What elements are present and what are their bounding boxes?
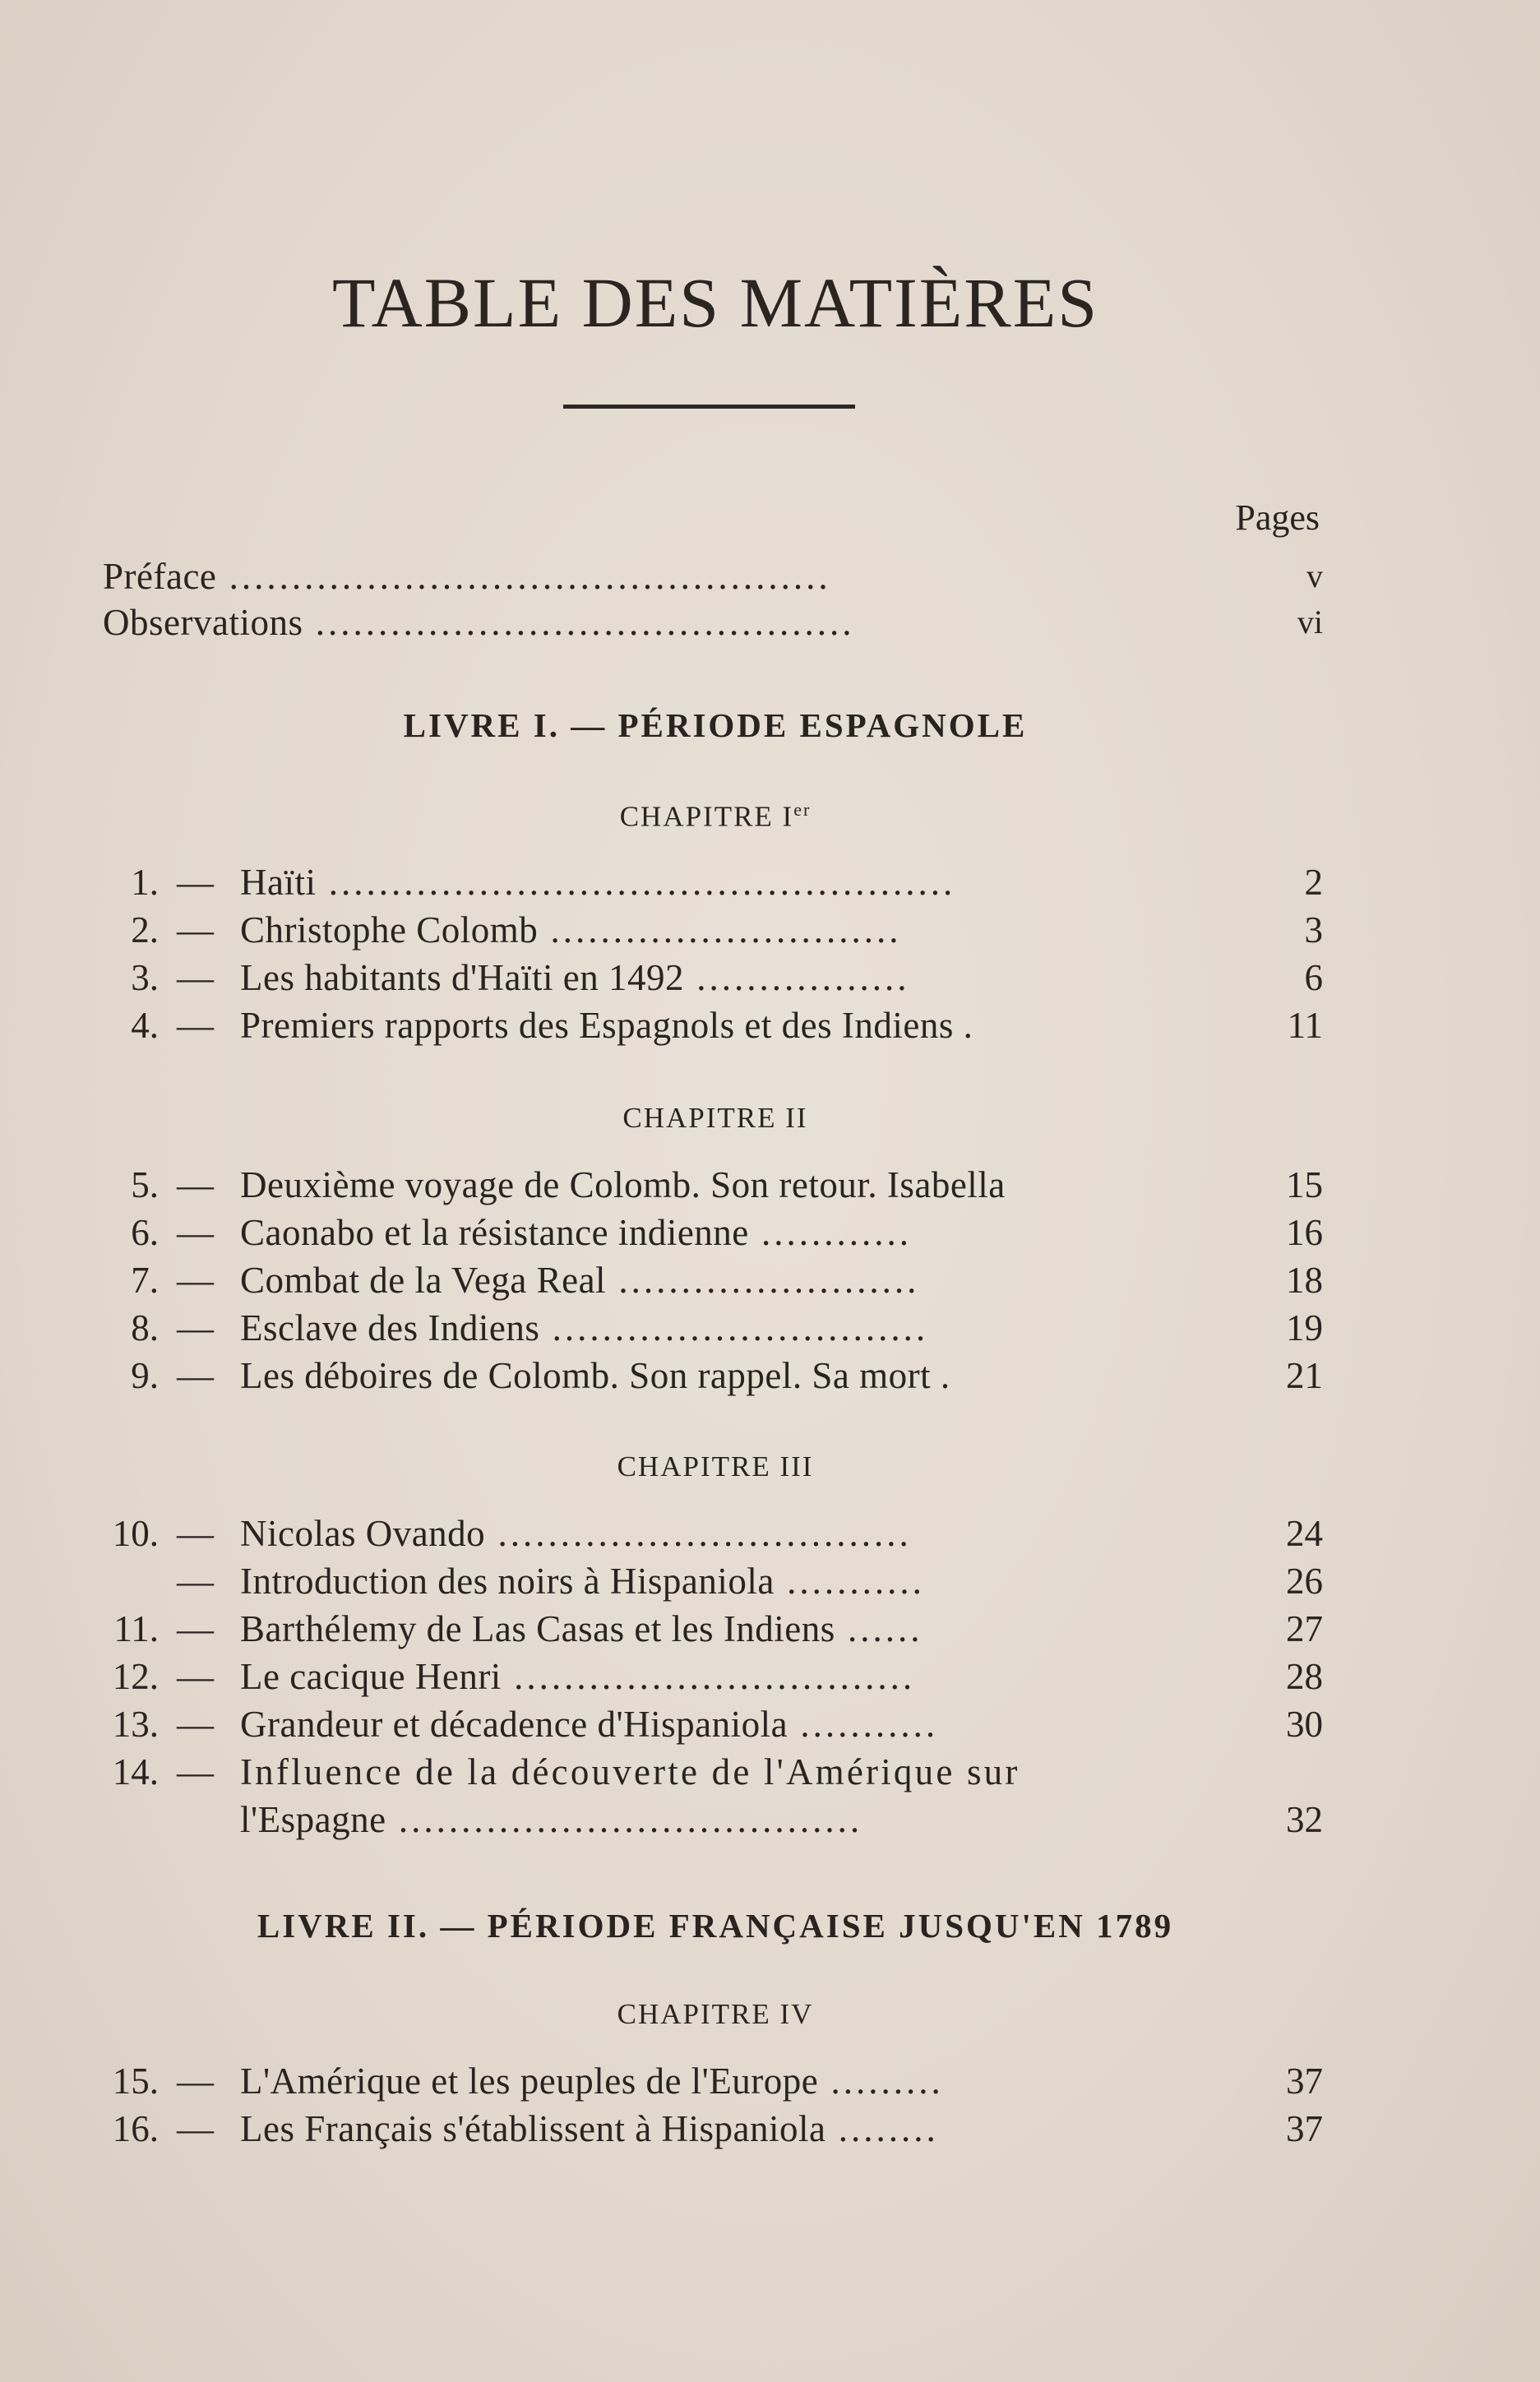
entry-text: Christophe Colomb	[240, 909, 539, 950]
leader-dots: .....................................	[386, 1799, 863, 1840]
entry-dash: —	[177, 1355, 214, 1396]
entry-page: 32	[1286, 1799, 1323, 1840]
entry-dash: —	[177, 862, 214, 903]
toc-entry	[0, 1557, 1540, 1605]
entry-page: 19	[1286, 1307, 1323, 1348]
entry-number: 3.	[131, 957, 159, 998]
entry-dash: —	[177, 1164, 214, 1205]
entry-page: v	[1306, 557, 1323, 594]
entry-page: 27	[1286, 1608, 1323, 1649]
entry-number: 14.	[112, 1751, 159, 1792]
toc-entry	[0, 1700, 1540, 1748]
entry-page: 16	[1286, 1212, 1323, 1253]
entry-number: 2.	[131, 909, 159, 950]
entry-dash: —	[177, 1561, 214, 1602]
toc-entry	[0, 858, 1540, 906]
leader-dots: ................................................	[216, 556, 831, 597]
entry-text: Deuxième voyage de Colomb. Son retour. Isabella	[240, 1164, 1006, 1205]
toc-entry	[0, 1001, 1540, 1049]
entry-text: Combat de la Vega Real	[240, 1260, 607, 1301]
entry-number: 4.	[131, 1005, 159, 1046]
chapitre-1-heading	[0, 799, 1431, 834]
entry-number: 9.	[131, 1355, 159, 1396]
entry-number: 8.	[131, 1307, 159, 1348]
entry-page: vi	[1297, 604, 1323, 641]
leader-dots: ........	[825, 2108, 939, 2149]
livre-2-heading: LIVRE II. — PÉRIODE FRANÇAISE JUSQU'EN 1789	[257, 1907, 1174, 1945]
toc-entry	[0, 1256, 1540, 1304]
toc-entry-preface	[0, 553, 1540, 600]
entry-number: 12.	[112, 1656, 159, 1697]
entry-number: 16.	[112, 2108, 159, 2149]
toc-entry	[0, 1796, 1540, 1843]
entry-page: 28	[1286, 1656, 1323, 1697]
entry-dash: —	[177, 1608, 214, 1649]
entry-dash: —	[177, 957, 214, 998]
toc-entry	[0, 2057, 1540, 2105]
entry-dash: —	[177, 1212, 214, 1253]
chapitre-sup: er	[793, 799, 812, 820]
leader-dots: ......	[835, 1608, 923, 1649]
toc-entry	[0, 954, 1540, 1001]
chapitre-2-heading: CHAPITRE II	[622, 1102, 808, 1134]
chapitre-label: CHAPITRE I	[619, 800, 794, 833]
leader-dots: ..................................................	[316, 862, 956, 903]
entry-dash: —	[177, 1704, 214, 1745]
entry-page: 37	[1286, 2061, 1323, 2102]
entry-text: Grandeur et décadence d'Hispaniola	[240, 1704, 788, 1745]
leader-dots: ............................	[538, 909, 902, 950]
leader-dots: ...........	[788, 1704, 939, 1745]
entry-page: 24	[1286, 1513, 1323, 1554]
leader-dots: ........................	[606, 1260, 920, 1301]
entry-page: 30	[1286, 1704, 1323, 1745]
entry-number: 11.	[113, 1608, 159, 1649]
entry-number: 6.	[131, 1212, 159, 1253]
entry-text: Haïti	[240, 862, 317, 903]
entry-dash: —	[177, 1005, 214, 1046]
pages-column-label: Pages	[1235, 497, 1320, 538]
livre-1-heading: LIVRE I. — PÉRIODE ESPAGNOLE	[403, 706, 1028, 744]
entry-number: 5.	[131, 1164, 159, 1205]
entry-page: 37	[1286, 2108, 1323, 2149]
entry-dash: —	[177, 1307, 214, 1348]
entry-number: 15.	[112, 2061, 159, 2102]
entry-dash: —	[177, 1260, 214, 1301]
entry-dash: —	[177, 1513, 214, 1554]
leader-dots: ............	[748, 1212, 913, 1253]
entry-page: 18	[1286, 1260, 1323, 1301]
entry-text: L'Amérique et les peuples de l'Europe	[240, 2061, 819, 2102]
entry-text: Préface	[103, 556, 217, 597]
entry-text: Introduction des noirs à Hispaniola	[240, 1561, 775, 1602]
leader-dots: ................................	[501, 1656, 916, 1697]
entry-text: Esclave des Indiens	[240, 1307, 540, 1348]
toc-entry	[0, 1352, 1540, 1399]
entry-page: 26	[1286, 1561, 1323, 1602]
entry-text: Premiers rapports des Espagnols et des Indiens .	[240, 1005, 973, 1046]
toc-entry	[0, 1510, 1540, 1557]
toc-entry	[0, 1304, 1540, 1352]
toc-entry	[0, 1161, 1540, 1209]
entry-dash: —	[177, 2108, 214, 2149]
toc-entry	[0, 1748, 1540, 1796]
entry-text: Observations	[103, 602, 303, 643]
entry-number: 10.	[112, 1513, 159, 1554]
entry-dash: —	[177, 2061, 214, 2102]
leader-dots: ...........	[774, 1561, 925, 1602]
entry-page: 21	[1286, 1355, 1323, 1396]
leader-dots: ..............................	[539, 1307, 929, 1348]
toc-entry	[0, 1605, 1540, 1653]
toc-entry	[0, 1653, 1540, 1700]
entry-page: 15	[1286, 1164, 1323, 1205]
toc-entry-observations	[0, 599, 1540, 646]
leader-dots: .................	[684, 957, 910, 998]
entry-page: 2	[1304, 862, 1323, 903]
entry-number: 1.	[131, 862, 159, 903]
entry-page: 11	[1287, 1005, 1323, 1046]
entry-text: Le cacique Henri	[240, 1656, 502, 1697]
chapitre-4-heading: CHAPITRE IV	[617, 1998, 814, 2030]
entry-text: Influence de la découverte de l'Amérique sur	[240, 1751, 1020, 1792]
entry-text: Les habitants d'Haïti en 1492	[240, 957, 684, 998]
entry-text: Les Français s'établissent à Hispaniola	[240, 2108, 826, 2149]
entry-page: 3	[1304, 909, 1323, 950]
entry-text: Caonabo et la résistance indienne	[240, 1212, 749, 1253]
page-title: TABLE DES MATIÈRES	[331, 263, 1099, 342]
chapitre-3-heading: CHAPITRE III	[617, 1450, 814, 1482]
entry-text: Nicolas Ovando	[240, 1513, 486, 1554]
entry-page: 6	[1304, 957, 1323, 998]
leader-dots: .........	[818, 2061, 944, 2102]
entry-number: 13.	[112, 1704, 159, 1745]
leader-dots: .................................	[485, 1513, 912, 1554]
toc-entry	[0, 1209, 1540, 1256]
entry-text: Barthélemy de Las Casas et les Indiens	[240, 1608, 835, 1649]
toc-entry	[0, 2105, 1540, 2153]
entry-text: l'Espagne	[240, 1799, 386, 1840]
leader-dots: ...........................................	[303, 602, 855, 643]
entry-dash: —	[177, 909, 214, 950]
entry-dash: —	[177, 1656, 214, 1697]
entry-dash: —	[177, 1751, 214, 1792]
entry-number: 7.	[131, 1260, 159, 1301]
toc-entry	[0, 906, 1540, 954]
title-rule	[563, 405, 855, 409]
entry-text: Les déboires de Colomb. Son rappel. Sa mort .	[240, 1355, 950, 1396]
